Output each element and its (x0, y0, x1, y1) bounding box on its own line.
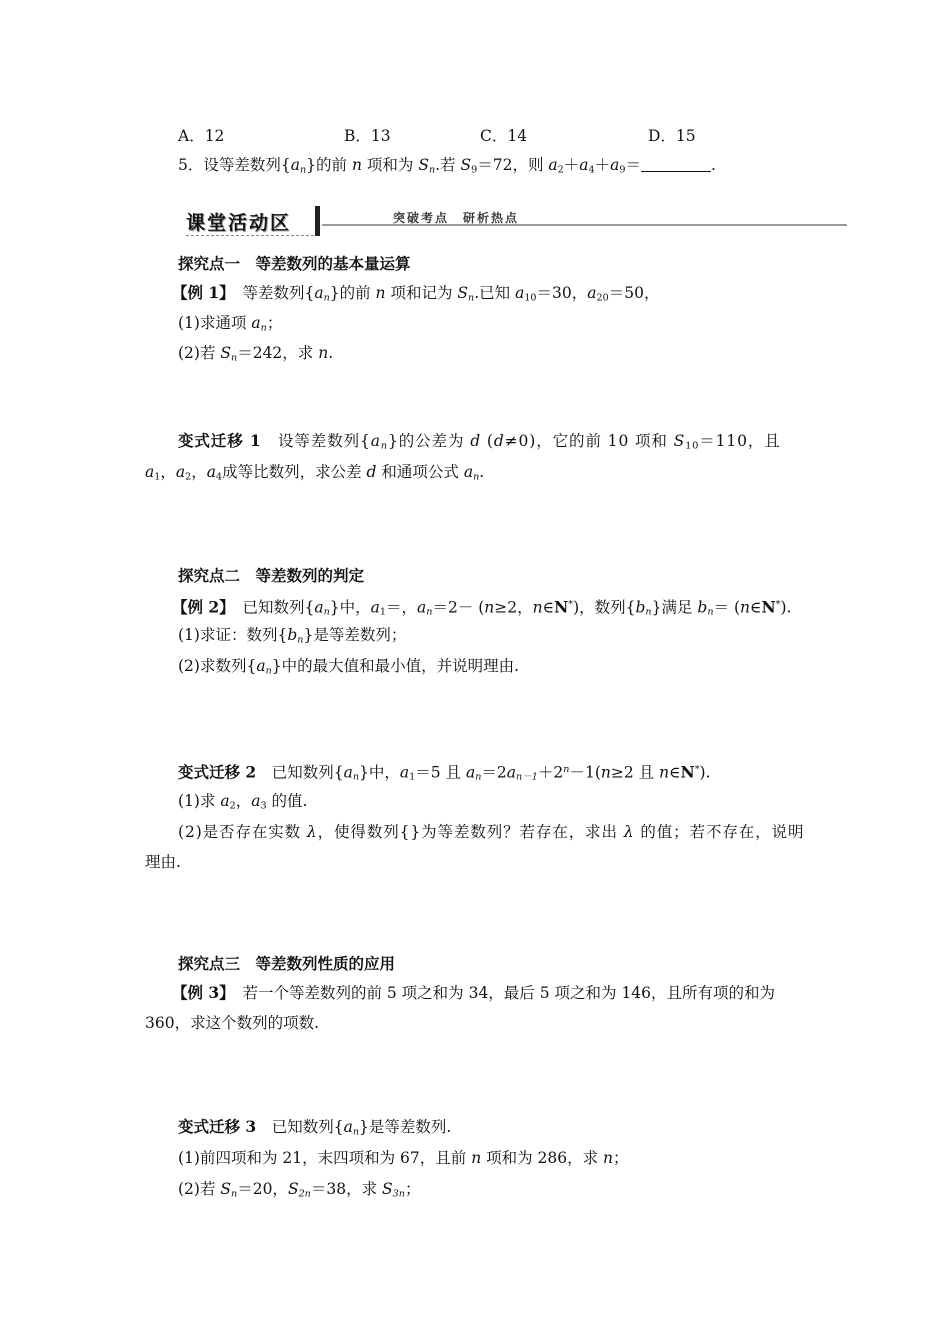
option-b: B．13 (344, 127, 391, 145)
example-1-q2: (2)若 $S_n=242$，求 n. (178, 344, 334, 364)
example-2-q2: (2)求数列$\{a_n\}$中的最大值和最小值，并说明理由. (178, 657, 520, 677)
banner-subtitle: 突破考点 研析热点 (393, 211, 520, 225)
variant-2: 变式迁移 2 已知数列$\{a_n\}$中，$a_1=5$ 且 $a_n=2a_{n-1}+2^n-1(n\ge 2$ 且 n∈N*). (178, 762, 711, 783)
variant-2-q1: (1)求 $a_2$，$a_3$ 的值. (178, 792, 308, 812)
section-2-title: 探究点二 等差数列的判定 (178, 566, 365, 585)
variant-2-q2: (2)是否存在实数 λ，使得数列{}为等差数列？若存在，求出 λ 的值；若不存在，说明 (178, 823, 805, 841)
variant-1: 变式迁移 1 设等差数列$\{a_n\}$的公差为 d (d≠0)，它的前 10 项和 $S_{10}=110$，且 (178, 431, 781, 452)
option-a: A．12 (178, 127, 225, 145)
example-3: 【例 3】 若一个等差数列的前 5 项之和为 34，最后 5 项之和为 146，且所有项的和为 (172, 983, 776, 1002)
answer-blank[interactable] (641, 157, 711, 172)
variant-2-q2-cont: 理由. (145, 853, 181, 871)
question-5: 5．设等差数列$\{a_n\}$的前 n 项和为 $S_n$.若 $S_9=72$，则 $a_2+a_4+a_9=$ . (178, 156, 716, 176)
example-2-q1: (1)求证：数列$\{b_n\}$是等差数列； (178, 626, 407, 646)
example-3-cont: 360，求这个数列的项数. (145, 1014, 320, 1032)
section-1-title: 探究点一 等差数列的基本量运算 (178, 254, 411, 273)
section-banner (182, 204, 847, 238)
variant-3: 变式迁移 3 已知数列$\{a_n\}$是等差数列. (178, 1117, 452, 1138)
example-1-q1: (1)求通项 $a_n$； (178, 314, 283, 334)
variant-3-q2: (2)若 $S_n=20$，$S_{2n}=38$，求 $S_{3n}$； (178, 1180, 421, 1200)
option-c: C．14 (480, 127, 528, 145)
option-d: D．15 (648, 127, 696, 145)
banner-divider-bar (315, 206, 320, 236)
variant-3-q1: (1)前四项和为 21，末四项和为 67，且前 n 项和为 286，求 n； (178, 1149, 629, 1167)
example-2: 【例 2】 已知数列$\{a_n\}$中，$a_1=$，$a_n=2- (n\ge 2$，n∈N*)，数列$\{b_n\}$满足 $b_n=$ (n∈N*). (172, 597, 792, 618)
example-1: 【例 1】 等差数列$\{a_n\}$的前 n 项和记为 $S_n$.已知 $a_{10}=30$，$a_{20}=50$， (172, 283, 660, 304)
banner-dash-line (186, 235, 314, 236)
variant-1-cont: $a_1$，$a_2$，$a_4$成等比数列，求公差 d 和通项公式 $a_n$. (145, 463, 485, 483)
section-3-title: 探究点三 等差数列性质的应用 (178, 954, 396, 973)
banner-title: 课堂活动区 (186, 212, 292, 234)
